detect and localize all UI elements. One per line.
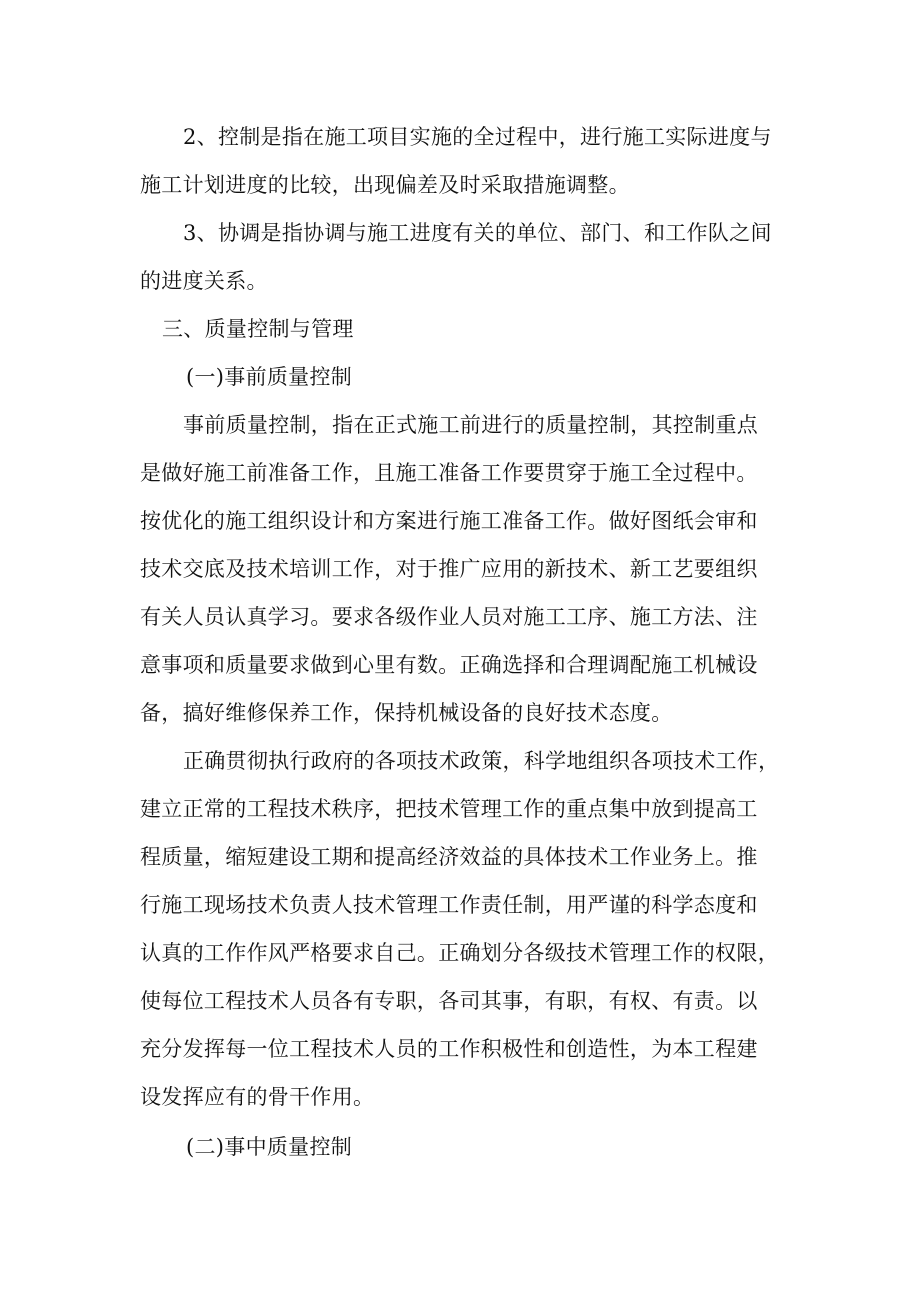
subheading-in-process-quality-control: (二)事中质量控制 (186, 1135, 353, 1159)
paragraph-pre-control-line-7: 备，搞好维修保养工作，保持机械设备的良好技术态度。 (140, 701, 673, 725)
paragraph-pre-control-line-6: 意事项和质量要求做到心里有数。正确选择和合理调配施工机械设 (140, 653, 758, 677)
paragraph-policy-line-7: 充分发挥每一位工程技术人员的工作积极性和创造性，为本工程建 (140, 1037, 758, 1061)
paragraph-pre-control-line-2: 是做好施工前准备工作，且施工准备工作要贯穿于施工全过程中。 (140, 461, 758, 485)
paragraph-coordinate-line-2: 的进度关系。 (140, 269, 268, 293)
subheading-pre-quality-control: (一)事前质量控制 (186, 365, 353, 389)
paragraph-policy-line-3: 程质量，缩短建设工期和提高经济效益的具体技术工作业务上。推 (140, 845, 758, 869)
paragraph-policy-line-5: 认真的工作作风严格要求自己。正确划分各级技术管理工作的权限， (140, 941, 779, 965)
paragraph-pre-control-line-3: 按优化的施工组织设计和方案进行施工准备工作。做好图纸会审和 (140, 509, 758, 533)
paragraph-pre-control-line-5: 有关人员认真学习。要求各级作业人员对施工工序、施工方法、注 (140, 605, 758, 629)
paragraph-policy-line-1: 正确贯彻执行政府的各项技术政策，科学地组织各项技术工作， (183, 749, 780, 773)
paragraph-pre-control-line-1: 事前质量控制，指在正式施工前进行的质量控制，其控制重点 (183, 413, 759, 437)
paragraph-pre-control-line-4: 技术交底及技术培训工作，对于推广应用的新技术、新工艺要组织 (140, 557, 758, 581)
paragraph-policy-line-8: 设发挥应有的骨干作用。 (140, 1085, 375, 1109)
paragraph-control-line-2: 施工计划进度的比较，出现偏差及时采取措施调整。 (140, 173, 630, 197)
paragraph-coordinate-line-1: 3、协调是指协调与施工进度有关的单位、部门、和工作队之间 (183, 221, 772, 245)
paragraph-control-line-1: 2、控制是指在施工项目实施的全过程中，进行施工实际进度与 (183, 125, 772, 149)
paragraph-policy-line-2: 建立正常的工程技术秩序，把技术管理工作的重点集中放到提高工 (140, 797, 758, 821)
paragraph-policy-line-6: 使每位工程技术人员各有专职，各司其事，有职，有权、有责。以 (140, 989, 758, 1013)
paragraph-policy-line-4: 行施工现场技术负责人技术管理工作责任制，用严谨的科学态度和 (140, 893, 758, 917)
section-heading-quality-control: 三、质量控制与管理 (162, 317, 354, 341)
